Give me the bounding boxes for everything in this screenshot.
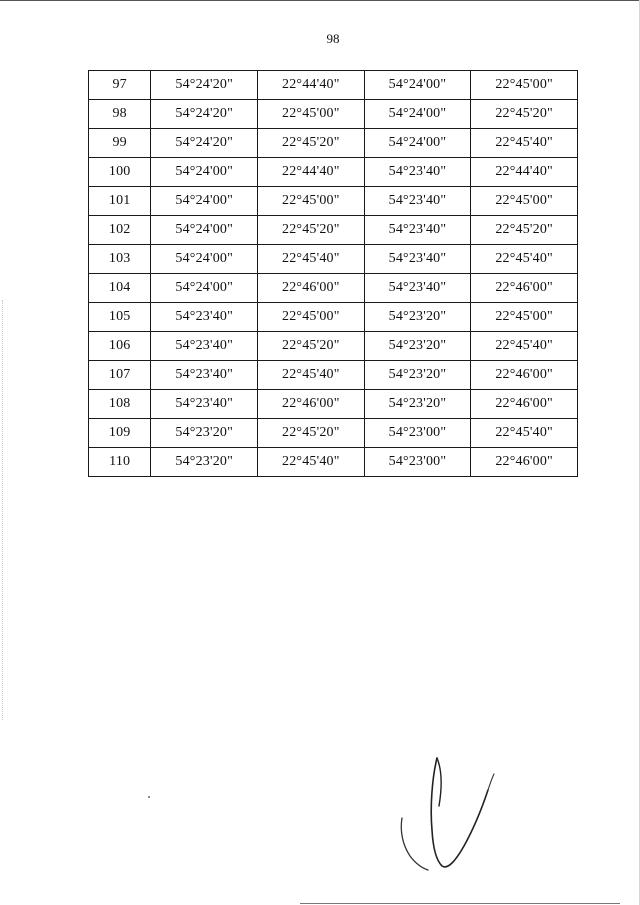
cell-longitude-end: 22°45'00" [471, 187, 578, 216]
cell-latitude-start: 54°24'00" [151, 274, 258, 303]
cell-latitude-end: 54°24'00" [364, 71, 471, 100]
cell-longitude-start: 22°45'00" [258, 100, 365, 129]
cell-longitude-end: 22°45'00" [471, 71, 578, 100]
cell-latitude-end: 54°24'00" [364, 100, 471, 129]
cell-point-number: 109 [89, 419, 151, 448]
cell-longitude-start: 22°45'20" [258, 419, 365, 448]
cell-point-number: 106 [89, 332, 151, 361]
cell-longitude-start: 22°45'00" [258, 303, 365, 332]
cell-latitude-start: 54°23'40" [151, 332, 258, 361]
table-row [89, 274, 578, 303]
cell-point-number: 110 [89, 448, 151, 477]
table-row [89, 361, 578, 390]
cell-longitude-end: 22°46'00" [471, 390, 578, 419]
cell-latitude-start: 54°24'20" [151, 100, 258, 129]
cell-latitude-start: 54°23'20" [151, 419, 258, 448]
cell-latitude-end: 54°23'40" [364, 158, 471, 187]
cell-point-number: 100 [89, 158, 151, 187]
cell-point-number: 98 [89, 100, 151, 129]
cell-longitude-start: 22°45'20" [258, 216, 365, 245]
table-row [89, 187, 578, 216]
coordinates-table [88, 70, 578, 477]
cell-longitude-start: 22°45'40" [258, 448, 365, 477]
table-row [89, 245, 578, 274]
table-row [89, 448, 578, 477]
cell-longitude-end: 22°45'40" [471, 332, 578, 361]
cell-latitude-end: 54°24'00" [364, 129, 471, 158]
cell-latitude-end: 54°23'20" [364, 303, 471, 332]
cell-latitude-start: 54°24'00" [151, 187, 258, 216]
margin-mark [2, 300, 4, 720]
cell-longitude-start: 22°45'40" [258, 361, 365, 390]
cell-latitude-end: 54°23'20" [364, 332, 471, 361]
cell-longitude-start: 22°45'20" [258, 129, 365, 158]
cell-latitude-end: 54°23'40" [364, 216, 471, 245]
page-number: 98 [326, 31, 340, 46]
cell-latitude-end: 54°23'20" [364, 390, 471, 419]
coordinates-table-body [89, 71, 578, 477]
cell-latitude-start: 54°23'40" [151, 303, 258, 332]
cell-longitude-start: 22°45'40" [258, 245, 365, 274]
scan-speck [148, 796, 150, 798]
cell-longitude-start: 22°45'00" [258, 187, 365, 216]
cell-latitude-start: 54°24'00" [151, 245, 258, 274]
cell-latitude-end: 54°23'40" [364, 245, 471, 274]
table-row [89, 71, 578, 100]
table-row [89, 100, 578, 129]
cell-latitude-end: 54°23'00" [364, 419, 471, 448]
cell-longitude-start: 22°45'20" [258, 332, 365, 361]
cell-longitude-start: 22°46'00" [258, 390, 365, 419]
cell-point-number: 97 [89, 71, 151, 100]
cell-latitude-start: 54°24'00" [151, 216, 258, 245]
cell-longitude-start: 22°46'00" [258, 274, 365, 303]
handwritten-signature [390, 748, 500, 878]
cell-longitude-end: 22°45'40" [471, 245, 578, 274]
table-row [89, 158, 578, 187]
scan-edge-bottom [300, 903, 620, 904]
cell-longitude-end: 22°45'40" [471, 419, 578, 448]
cell-latitude-start: 54°24'20" [151, 129, 258, 158]
cell-longitude-end: 22°45'00" [471, 303, 578, 332]
cell-latitude-start: 54°24'20" [151, 71, 258, 100]
cell-point-number: 105 [89, 303, 151, 332]
cell-longitude-end: 22°45'40" [471, 129, 578, 158]
cell-longitude-start: 22°44'40" [258, 158, 365, 187]
table-row [89, 216, 578, 245]
table-row [89, 129, 578, 158]
cell-point-number: 104 [89, 274, 151, 303]
cell-latitude-end: 54°23'40" [364, 274, 471, 303]
cell-point-number: 103 [89, 245, 151, 274]
cell-latitude-start: 54°23'40" [151, 390, 258, 419]
table-row [89, 390, 578, 419]
scan-edge-top [0, 0, 640, 1]
cell-point-number: 102 [89, 216, 151, 245]
cell-longitude-end: 22°45'20" [471, 100, 578, 129]
cell-longitude-start: 22°44'40" [258, 71, 365, 100]
cell-point-number: 107 [89, 361, 151, 390]
cell-latitude-start: 54°23'20" [151, 448, 258, 477]
cell-point-number: 108 [89, 390, 151, 419]
cell-latitude-end: 54°23'40" [364, 187, 471, 216]
cell-latitude-start: 54°23'40" [151, 361, 258, 390]
cell-longitude-end: 22°46'00" [471, 274, 578, 303]
cell-point-number: 101 [89, 187, 151, 216]
cell-longitude-end: 22°46'00" [471, 361, 578, 390]
table-row [89, 332, 578, 361]
cell-latitude-end: 54°23'20" [364, 361, 471, 390]
cell-latitude-end: 54°23'00" [364, 448, 471, 477]
cell-longitude-end: 22°46'00" [471, 448, 578, 477]
cell-longitude-end: 22°45'20" [471, 216, 578, 245]
cell-point-number: 99 [89, 129, 151, 158]
cell-latitude-start: 54°24'00" [151, 158, 258, 187]
table-row [89, 303, 578, 332]
cell-longitude-end: 22°44'40" [471, 158, 578, 187]
table-row [89, 419, 578, 448]
